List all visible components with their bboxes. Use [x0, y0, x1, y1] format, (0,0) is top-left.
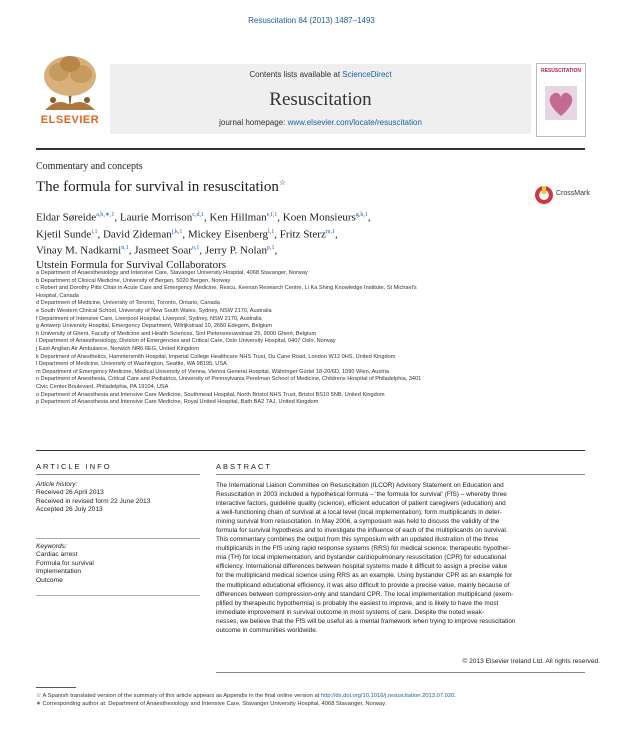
author-separator: ,: [274, 228, 280, 241]
author-affiliation-marks[interactable]: e,f,1: [266, 212, 278, 218]
article-title-text: The formula for survival in resuscitation: [36, 179, 279, 195]
author-name[interactable]: Vinay M. Nadkarni: [36, 244, 122, 257]
title-footnote-mark[interactable]: ☆: [278, 178, 287, 187]
affiliation-line: m Department of Emergency Medicine, Medical University of Vienna, Vienna General Hospital, Währinger Gürtel 18-20/6D, 1090 Wien, Austria: [36, 368, 389, 375]
affiliation-line: h University of Ghent, Faculty of Medicine and Health Sciences, Sint Pietersnieuwstraat 25, 9000 Ghent, Belgium: [36, 330, 317, 337]
affiliation-line: c Robert and Dorothy Pitts Chair in Acute Care and Emergency Medicine, Rescu, Keenan Research Centre, Li Ka Shing Knowledge Institute, St Michael's: [36, 285, 417, 292]
author-separator: ,: [128, 244, 135, 257]
author-affiliation-marks[interactable]: l,1: [268, 228, 275, 235]
affiliation-line: i Department of Anaesthesiology, Division of Emergencies and Critical Care, Oslo University Hospital, 0407 Oslo, Norway: [36, 338, 336, 345]
abstract-line: differences between compression-only and standard CPR. The local implementation multiplicand (exem-: [216, 590, 514, 598]
journal-header-band: [110, 64, 531, 134]
homepage-prefix: journal homepage:: [219, 118, 288, 127]
keywords-block: [36, 543, 196, 585]
author-list: [36, 208, 506, 272]
keyword: Cardiac arrest: [36, 551, 78, 559]
abstract-bottom-rule: [216, 672, 585, 673]
crossmark-label: CrossMark: [556, 190, 590, 197]
abstract-line: immediate improvement in survival outcome in most systems of care. Despite the noted weak-: [216, 608, 484, 616]
abstract-line: nesses, we believe that the FfS will be useful as a mental framework when trying to improve resuscitation: [216, 617, 516, 625]
affiliation-line: n Department of Anesthesia, Critical Care and Pediatrics, University of Pennsylvania Perelman School of Medicine, Childrens Hospital of Philadelphia, 3401: [36, 376, 422, 383]
affiliations-list: [36, 270, 588, 407]
crossmark-badge[interactable]: [534, 185, 594, 207]
affiliation-line: o Department of Anaesthesia and Intensive Care Medicine, Southmead Hospital, North Bristol NHS Trust, Bristol BS10 5NB, United Kingdom: [36, 391, 385, 398]
author-name[interactable]: Jasmeet Soar: [134, 244, 192, 257]
keywords-label: Keywords:: [36, 543, 67, 550]
author-separator: ,: [277, 211, 283, 224]
affiliation-line: d Department of Medicine, University of Toronto, Toronto, Ontario, Canada: [36, 300, 220, 307]
affiliations-divider: [36, 450, 585, 451]
author-affiliation-marks[interactable]: o,1: [191, 245, 200, 252]
author-name[interactable]: Koen Monsieurs: [282, 211, 356, 224]
author-affiliation-marks[interactable]: n,1: [121, 245, 129, 252]
abstract-line: mining survival from resuscitation. In May 2006, a symposium was held to discuss the validity of the: [216, 518, 500, 526]
article-title: [36, 178, 286, 196]
author-separator: ,: [182, 228, 188, 241]
author-affiliation-marks[interactable]: m,1: [325, 228, 336, 235]
affiliation-line: p Department of Anaesthesia and Intensive Care Medicine, Royal United Hospital, Bath BA2 7AJ, United Kingdom: [36, 399, 319, 406]
author-name[interactable]: Ken Hillman: [209, 211, 267, 224]
abstract-line: a well-functioning chain of survival at a local level (local implementation), form multiplicands in deter-: [216, 509, 502, 517]
keyword: Implementation: [36, 568, 82, 576]
elsevier-wordmark: ELSEVIER: [40, 114, 100, 126]
abstract-line: the multiplicand educational efficiency, it was also difficult to provide a precise value, mainly because of: [216, 581, 510, 589]
author-name[interactable]: Jerry P. Nolan: [204, 244, 267, 257]
journal-homepage: [110, 118, 531, 127]
abstract-heading: ABSTRACT: [216, 462, 273, 471]
footnote-rule: [36, 687, 76, 688]
journal-title: Resuscitation: [269, 89, 372, 110]
author-affiliation-marks[interactable]: g,h,1: [355, 212, 368, 218]
elsevier-tree-icon: [37, 52, 103, 112]
author-separator: ,: [367, 211, 371, 224]
author-name[interactable]: Utstein Formula for Survival Collaborators: [36, 258, 227, 271]
elsevier-logo[interactable]: [37, 52, 103, 126]
author-affiliation-marks[interactable]: i,1: [91, 228, 98, 235]
author-name[interactable]: David Zideman: [102, 228, 172, 241]
header-divider: [36, 148, 585, 150]
history-label: Article history:: [36, 481, 78, 488]
contents-line: [110, 70, 531, 79]
abstract-body: [216, 481, 586, 635]
author-name[interactable]: Kjetil Sunde: [36, 228, 92, 241]
author-separator: ,: [114, 211, 120, 224]
abstract-line: plified by therapeutic hypothermia) is probably the easiest to improve, and is likely to have the most: [216, 599, 499, 607]
footnotes: [36, 692, 596, 708]
author-affiliation-marks[interactable]: c,d,1: [192, 212, 204, 218]
affiliation-line: k Department of Anesthetics, Hammersmith Hospital, Imperial College Healthcare NHS Trust, Du Cane Road, London W12 0HS, United Kingdom: [36, 353, 396, 360]
history-divider: [36, 538, 200, 539]
contents-prefix: Contents lists available at: [249, 70, 343, 79]
homepage-link[interactable]: www.elsevier.com/locate/resuscitation: [287, 118, 422, 127]
keyword: Formula for survival: [36, 559, 94, 567]
author-separator: ,: [274, 244, 278, 257]
heart-cover-icon: [545, 86, 577, 120]
author-affiliation-marks[interactable]: j,k,1: [171, 228, 183, 235]
history-entry: Received 26 April 2013: [36, 489, 104, 497]
abstract-line: outcome in communities worldwide.: [216, 626, 318, 634]
affiliation-line: f Department of Intensive Care, Liverpool Hospital, Liverpool, Sydney, NSW 2170, Australia: [36, 315, 262, 322]
translation-footnote-text: ☆ A Spanish translated version of the summary of this article appears as Appendix in the final online version at: [36, 693, 321, 699]
section-label: Commentary and concepts: [36, 161, 143, 172]
article-history: [36, 481, 196, 515]
abstract-line: Resuscitation in 2003 included a hypothetical formula – 'the formula for survival' (FfS) – whereby three: [216, 491, 507, 499]
keyword: Outcome: [36, 576, 63, 584]
author-separator: ,: [97, 228, 103, 241]
author-name[interactable]: Laurie Morrison: [119, 211, 193, 224]
translation-footnote: [36, 692, 596, 700]
author-separator: ,: [199, 244, 205, 257]
journal-citation-line[interactable]: Resuscitation 84 (2013) 1487–1493: [248, 16, 375, 25]
article-info-rule: [36, 474, 200, 475]
author-name[interactable]: Mickey Eisenberg: [187, 228, 269, 241]
corresponding-author-footnote: ∗ Corresponding author at: Department of Anaesthesiology and Intensive Care, Stavanger University Hospital, 4068 Stavanger, Norway.: [36, 701, 387, 707]
journal-cover-thumbnail[interactable]: [536, 63, 586, 137]
author-separator: ,: [203, 211, 210, 224]
affiliation-line: Hospital, Canada: [36, 292, 79, 299]
copyright-notice: © 2013 Elsevier Ireland Ltd. All rights reserved.: [462, 658, 600, 665]
article-info-heading: ARTICLE INFO: [36, 462, 112, 471]
affiliation-line: l Department of Medicine, University of Washington, Seattle, WA 98195, USA: [36, 361, 227, 368]
abstract-line: formula for survival hypothesis and to investigate the influence of each of the multiplicands on survival.: [216, 527, 508, 535]
affiliation-line: j East Anglian Air Ambulance, Norwich NR6 6EG, United Kingdom: [36, 345, 199, 352]
abstract-line: mia (TH) for local implementation, and bystander cardiopulmonary resuscitation (CPR) for educational: [216, 554, 507, 562]
abstract-line: The International Liaison Committee on Resuscitation (ILCOR) Advisory Statement on Education and: [216, 482, 504, 489]
abstract-line: This commentary combines the output from this symposium with an updated illustration of the three: [216, 536, 499, 544]
cover-title: RESUSCITATION: [540, 68, 582, 74]
history-entry: Accepted 26 July 2013: [36, 506, 103, 514]
affiliation-line: g Antwerp University Hospital, Emergency Department, Wilrijkstraat 10, 2650 Edegem, Belgium: [36, 323, 272, 330]
abstract-line: interactive factors, guideline quality (science), efficient education of patient caregivers (education) and: [216, 500, 506, 508]
affiliation-line: Civic Center Boulevard, Philadelphia, PA 19104, USA: [36, 383, 169, 390]
abstract-line: efficiency. International differences between hospital systems made it difficult to assign a precise value: [216, 563, 508, 571]
crossmark-icon: [534, 185, 554, 205]
affiliation-line: a Department of Anaesthesiology and Intensive Care, Stavanger University Hospital, 4068 Stavanger, Norway: [36, 270, 308, 276]
author-name[interactable]: Eldar Søreide: [36, 211, 97, 224]
abstract-line: for the multiplicand medical science using RRS as an example. Using bystander CPR as an example for: [216, 572, 513, 580]
abstract-rule: [216, 474, 585, 475]
sciencedirect-link[interactable]: ScienceDirect: [342, 70, 392, 79]
author-affiliation-marks[interactable]: a,b,∗,1: [96, 212, 115, 218]
author-separator: ,: [335, 228, 338, 241]
affiliation-line: b Department of Clinical Medicine, University of Bergen, 5020 Bergen, Norway: [36, 277, 231, 284]
doi-link[interactable]: http://dx.doi.org/10.1016/j.resuscitation.2013.07.020: [320, 693, 455, 699]
author-name[interactable]: Fritz Sterz: [279, 228, 326, 241]
affiliation-line: e South Western Clinical School, University of New South Wales, Sydney, NSW 2170, Australia: [36, 307, 272, 314]
abstract-line: multiplicands in the FfS using rapid response systems (RRS) for medical science, therapeutic hypother-: [216, 545, 511, 553]
translation-footnote-end: .: [454, 693, 456, 699]
history-entry: Received in revised form 22 June 2013: [36, 497, 151, 505]
author-affiliation-marks[interactable]: p,1: [266, 245, 275, 252]
keywords-divider: [36, 595, 200, 596]
